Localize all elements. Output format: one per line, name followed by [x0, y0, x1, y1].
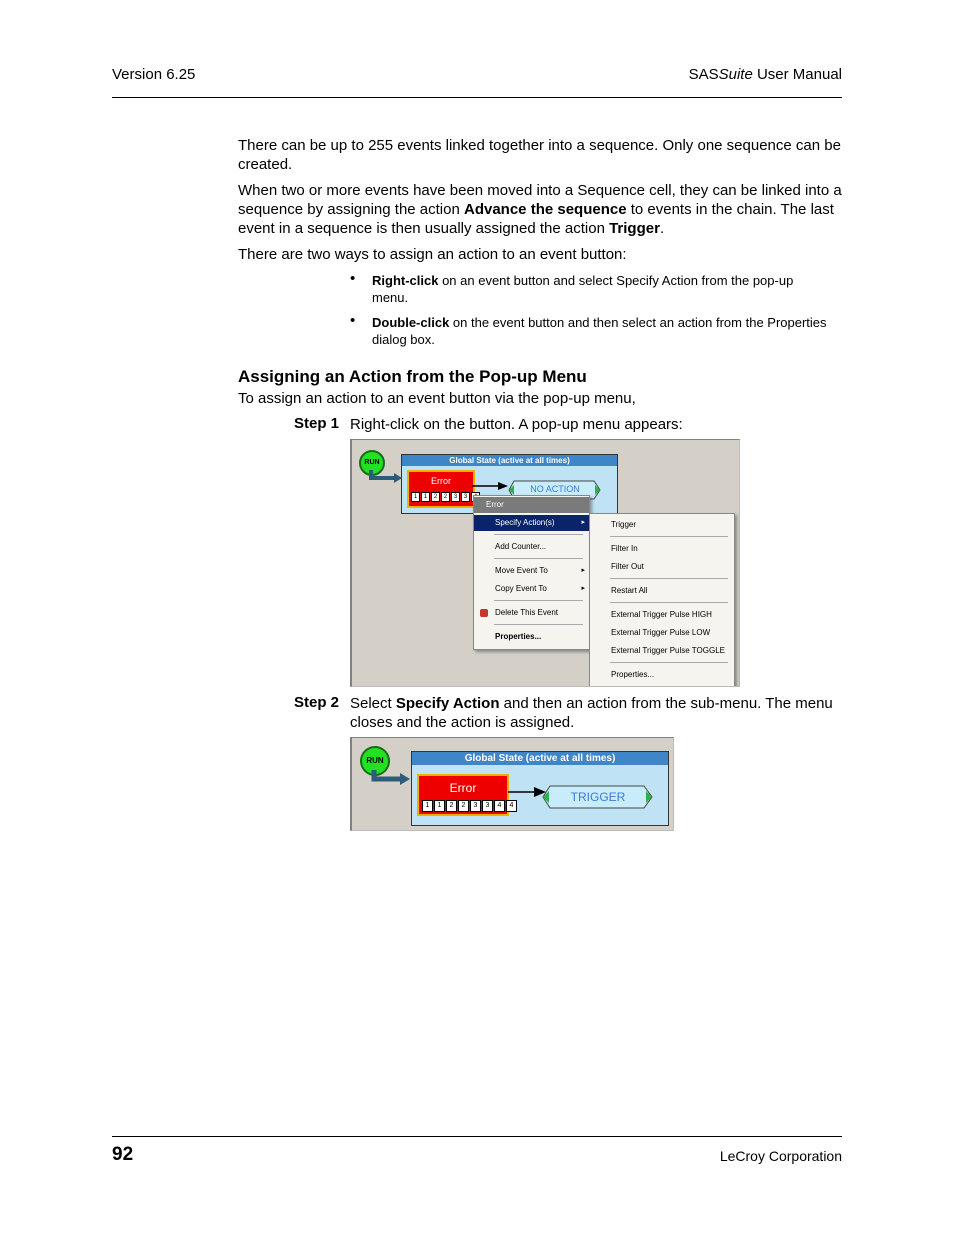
section-intro: To assign an action to an event button via the pop-up menu,	[238, 390, 636, 407]
bullet-double-click: • Double-click on the event button and then select an action from the Properties dialog box.	[350, 312, 827, 347]
counter-cell: 4	[494, 800, 505, 812]
counter-row	[411, 492, 480, 502]
panel-title: Global State (active at all times)	[402, 455, 617, 466]
menu-header: Error	[474, 497, 589, 513]
link-arrow-icon	[472, 479, 512, 493]
action-label[interactable]: TRIGGER	[570, 790, 626, 804]
step1-text: Right-click on the button. A pop-up menu appears:	[350, 416, 683, 433]
counter-cell: 1	[421, 492, 430, 502]
paragraph-linking: When two or more events have been moved into a Sequence cell, they can be linked into a sequence by assigning the action Advance the sequence to events in the chain. The last event in a sequence is then usually assigned the action Trigger.	[238, 182, 842, 237]
submenu-item-pulse-low[interactable]: External Trigger Pulse LOW	[611, 628, 711, 637]
header-version: Version 6.25	[112, 66, 196, 83]
counter-cell: 3	[461, 492, 470, 502]
run-button[interactable]: RUN	[359, 450, 385, 476]
submenu-item-restart-all[interactable]: Restart All	[611, 586, 648, 595]
submenu-item-pulse-toggle[interactable]: External Trigger Pulse TOGGLE	[611, 646, 725, 655]
panel-title: Global State (active at all times)	[412, 752, 668, 765]
counter-cell: 1	[434, 800, 445, 812]
counter-cell: 3	[451, 492, 460, 502]
screenshot-popup-menu	[350, 439, 740, 687]
counter-cell: 1	[422, 800, 433, 812]
bullet-dot: •	[350, 270, 356, 287]
counter-cell: 3	[482, 800, 493, 812]
counter-row	[422, 800, 517, 812]
counter-cell: 2	[458, 800, 469, 812]
submenu-item-trigger[interactable]: Trigger	[611, 520, 637, 529]
run-arrow-icon	[366, 470, 406, 490]
counter-cell: 2	[446, 800, 457, 812]
page-number: 92	[112, 1144, 134, 1165]
run-button[interactable]: RUN	[360, 746, 390, 776]
submenu-item-filter-in[interactable]: Filter In	[611, 544, 638, 553]
run-arrow-icon	[368, 770, 414, 790]
header-manual-title: SASSuite User Manual	[688, 66, 842, 83]
menu-separator	[610, 536, 728, 537]
menu-separator	[610, 662, 728, 663]
delete-icon	[480, 609, 488, 617]
submenu-item-filter-out[interactable]: Filter Out	[611, 562, 644, 571]
step2-text: Select Specify Action and then an action from the sub-menu. The menu closes and the action is assigned.	[350, 695, 833, 731]
screenshot-action-assigned	[350, 737, 674, 831]
footer-rule	[112, 1136, 842, 1137]
menu-separator	[610, 602, 728, 603]
step2-label: Step 2	[294, 694, 340, 711]
context-menu	[473, 495, 590, 650]
event-error-button[interactable]: Error	[407, 470, 475, 508]
header-rule	[112, 97, 842, 98]
counter-cell: 2	[441, 492, 450, 502]
submenu-arrow-icon: ▸	[581, 567, 585, 574]
menu-item-delete-event[interactable]: Delete This Event	[474, 605, 589, 621]
menu-separator	[610, 578, 728, 579]
submenu-item-properties[interactable]: Properties...	[611, 670, 655, 679]
footer-company: LeCroy Corporation	[719, 1148, 842, 1164]
menu-item-properties[interactable]: Properties...	[495, 632, 542, 641]
section-heading: Assigning an Action from the Pop-up Menu	[238, 367, 587, 386]
event-error-button[interactable]: Error	[417, 774, 509, 816]
bullet-dot: •	[350, 312, 356, 329]
menu-separator	[494, 558, 583, 559]
counter-cell: 2	[431, 492, 440, 502]
submenu-item-pulse-high[interactable]: External Trigger Pulse HIGH	[611, 610, 712, 619]
step1-label: Step 1	[294, 415, 340, 432]
menu-item-copy-event[interactable]: Copy Event To ▸	[474, 581, 589, 597]
menu-item-add-counter[interactable]: Add Counter...	[495, 542, 547, 551]
counter-cell: 4	[506, 800, 517, 812]
bullet-right-click: • Right-click on an event button and select Specify Action from the pop-up menu.	[350, 270, 794, 305]
menu-separator	[494, 624, 583, 625]
menu-separator	[494, 600, 583, 601]
submenu-arrow-icon: ▸	[581, 519, 585, 526]
menu-separator	[494, 534, 583, 535]
action-submenu	[589, 513, 735, 687]
paragraph-two-ways: There are two ways to assign an action to an event button:	[238, 246, 627, 263]
counter-cell: 1	[411, 492, 420, 502]
action-label[interactable]: NO ACTION	[530, 484, 580, 494]
menu-item-move-event[interactable]: Move Event To ▸	[474, 563, 589, 579]
paragraph-sequence-limit: There can be up to 255 events linked together into a sequence. Only one sequence can be created.	[238, 137, 841, 173]
menu-item-specify-action[interactable]: Specify Action(s) ▸	[474, 515, 589, 531]
submenu-arrow-icon: ▸	[581, 585, 585, 592]
counter-cell: 3	[470, 800, 481, 812]
global-state-panel[interactable]	[411, 751, 669, 826]
